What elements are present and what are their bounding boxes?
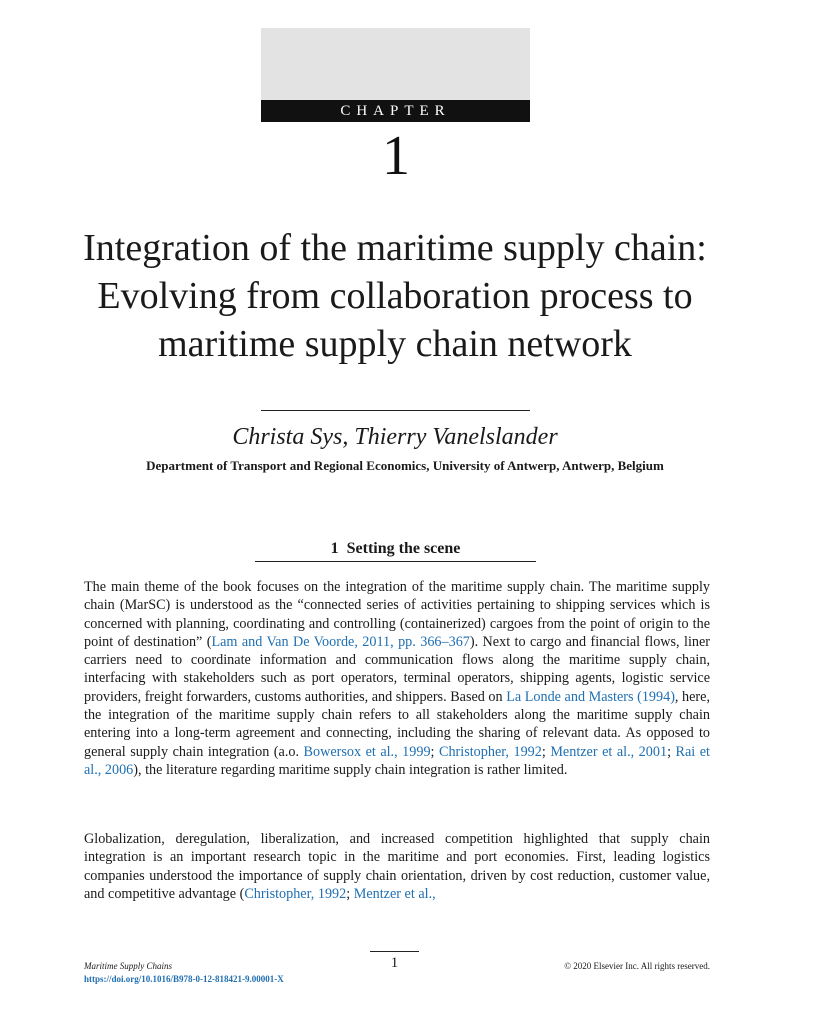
citation-link[interactable]: Bowersox et al., 1999 bbox=[303, 743, 431, 760]
paragraph-2 bbox=[84, 830, 710, 903]
citation-link[interactable]: Christopher, 1992 bbox=[244, 885, 347, 902]
authors: Christa Sys, Thierry Vanelslander bbox=[232, 424, 558, 450]
chapter-number: 1 bbox=[382, 125, 410, 187]
chapter-label: CHAPTER bbox=[261, 100, 530, 122]
citation-link[interactable]: Mentzer et al., bbox=[353, 885, 436, 902]
paragraph-text: Globalization, deregulation, liberalization, and increased competition highlighted that supply chain integration is an important research topic in the maritime and port economies. First, leading logistics companies understood the importance of supply chain orientation, driven by cost reduction, customer value, and competitive advantage ( bbox=[84, 831, 710, 902]
title-divider bbox=[261, 410, 530, 411]
book-title: Maritime Supply Chains bbox=[84, 961, 172, 971]
paragraph-1 bbox=[84, 578, 710, 779]
footer-source bbox=[84, 960, 284, 986]
separator: ; bbox=[430, 743, 439, 760]
doi-link[interactable]: https://doi.org/10.1016/B978-0-12-818421-9.00001-X bbox=[84, 974, 284, 984]
affiliation: Department of Transport and Regional Economics, University of Antwerp, Antwerp, Belgium bbox=[146, 458, 664, 473]
copyright: © 2020 Elsevier Inc. All rights reserved. bbox=[564, 961, 710, 971]
section-number: 1 bbox=[330, 540, 339, 557]
section-heading bbox=[255, 538, 536, 560]
paragraph-text: , here, the integration of the maritime supply chain refers to all stakeholders along the maritime supply chain entering into a long-term agreement and connecting, including the sharing of relevant data. As opposed to general supply chain integration (a.o. bbox=[84, 688, 710, 760]
paragraph-text: The main theme of the book focuses on the integration of the maritime supply chain. The maritime supply chain (MarSC) is understood as the “connected series of activities pertaining to shipping services which is concerned with planning, coordinating and controlling (containerized) cargoes from the point of origin to the point of destination” ( bbox=[84, 579, 710, 650]
paragraph-text: ), the literature regarding maritime supply chain integration is rather limited. bbox=[133, 761, 568, 778]
citation-link[interactable]: Lam and Van De Voorde, 2011, pp. 366–367 bbox=[211, 633, 470, 650]
section-divider bbox=[255, 561, 536, 562]
paragraph-text: ). Next to cargo and financial flows, liner carriers need to coordinate information and communication flows along the maritime supply chain, interfacing with stakeholders such as port operators, terminal operators, shipping agents, logistic service providers, freight forwarders, customs authorities, and shippers. Based on bbox=[84, 633, 710, 705]
citation-link[interactable]: La Londe and Masters (1994) bbox=[506, 688, 675, 705]
page-number: 1 bbox=[390, 955, 399, 971]
citation-link[interactable]: Rai et al., 2006 bbox=[84, 743, 710, 778]
chapter-banner bbox=[261, 28, 530, 122]
citation-link[interactable]: Mentzer et al., 2001 bbox=[550, 743, 668, 760]
citation-link[interactable]: Christopher, 1992 bbox=[439, 743, 542, 760]
chapter-title: Integration of the maritime supply chain: Evolving from collaboration process to maritime supply chain network bbox=[83, 227, 707, 365]
separator: ; bbox=[667, 743, 676, 760]
footer-divider bbox=[370, 951, 419, 952]
section-title: Setting the scene bbox=[346, 540, 461, 557]
separator: ; bbox=[346, 885, 354, 902]
separator: ; bbox=[541, 743, 551, 760]
